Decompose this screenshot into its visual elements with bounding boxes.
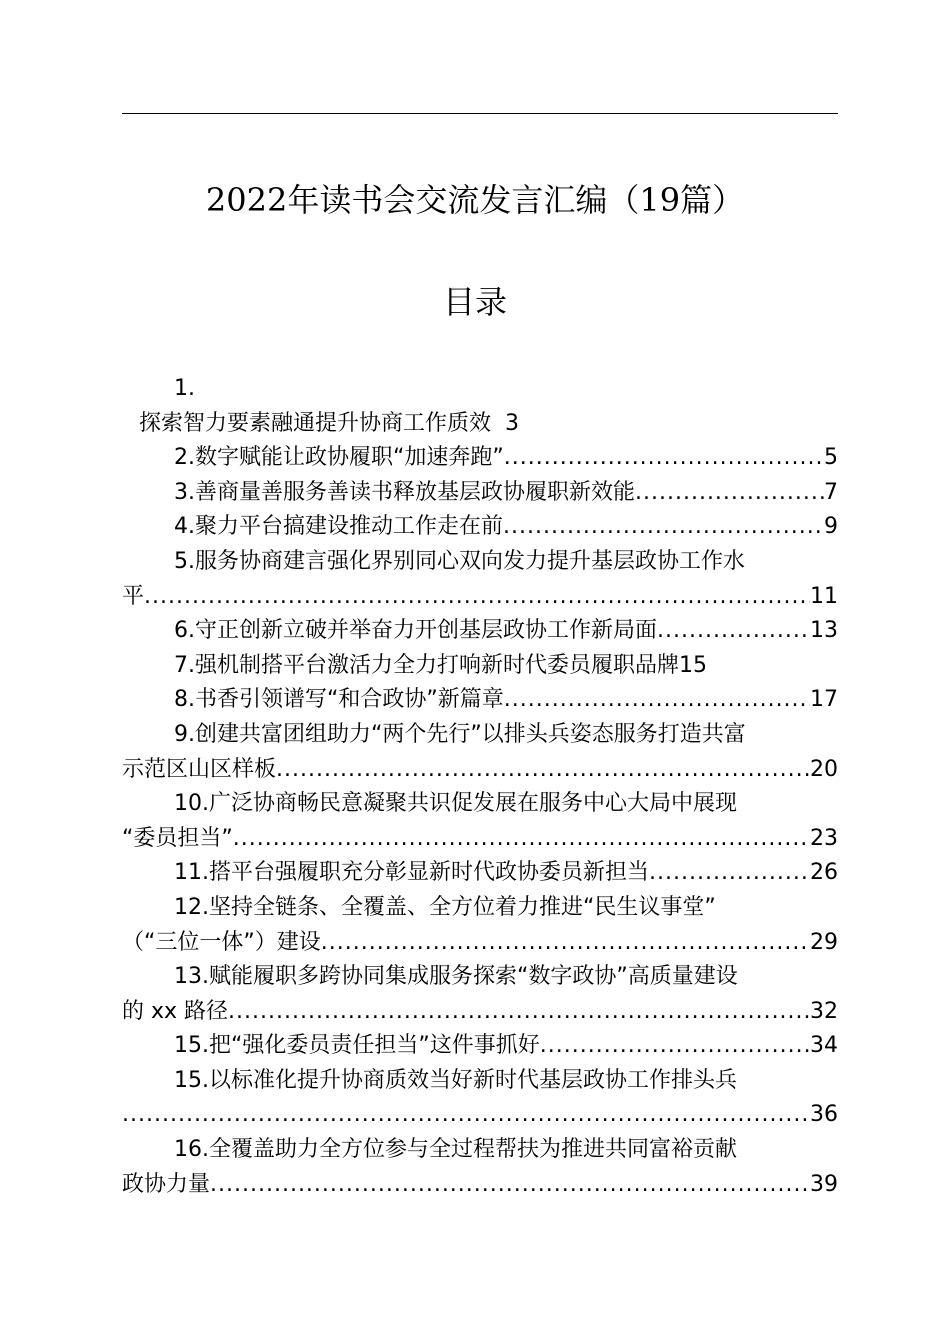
toc-entry-page: 26 [810, 860, 838, 886]
toc-entry-page: 7 [824, 479, 838, 505]
toc-entry-3[interactable] [122, 476, 838, 511]
toc-leader-dots [635, 476, 824, 511]
toc-leader-dots [233, 822, 810, 857]
toc-leader-dots [504, 683, 810, 718]
toc-leader-dots [210, 1168, 810, 1203]
toc-entry-text: 的 xx 路径 [122, 998, 229, 1024]
toc-entry-text: “委员担当” [122, 825, 233, 851]
toc-entry-text: 15.把“强化委员责任担当”这件事抓好 [174, 1033, 540, 1059]
toc-leader-dots [540, 1029, 810, 1064]
toc-entry-13-line-1[interactable] [122, 960, 838, 995]
toc-entry-page: 5 [824, 445, 838, 471]
toc-entry-page: 20 [810, 756, 838, 782]
toc-entry-text: （“三位一体”）建设 [122, 929, 321, 955]
toc-entry-page: 29 [810, 929, 838, 955]
toc-entry-text: 12.坚持全链条、全覆盖、全方位着力推进“民生议事堂” [174, 894, 716, 920]
toc-entry-text: 7.强机制搭平台激活力全力打响新时代委员履职品牌 [174, 652, 679, 678]
toc-entry-2[interactable] [122, 441, 838, 476]
toc-entry-text: 政协力量 [122, 1171, 211, 1197]
toc-entry-9-line-2[interactable] [122, 753, 838, 788]
toc-entry-15-line-2[interactable] [122, 1098, 838, 1133]
document-title [0, 176, 950, 224]
toc-entry-14[interactable] [122, 1029, 838, 1064]
title-tail: 篇） [680, 181, 745, 219]
header-rule [122, 113, 838, 114]
title-year: 2022 [205, 181, 288, 219]
toc-entry-5-line-1[interactable] [122, 545, 838, 580]
table-of-contents [122, 372, 838, 1202]
toc-entry-text: 16.全覆盖助力全方位参与全过程帮扶为推进共同富裕贡献 [174, 1137, 737, 1163]
toc-entry-text: 15.以标准化提升协商质效当好新时代基层政协工作排头兵 [174, 1067, 737, 1093]
toc-entry-text: 10.广泛协商畅民意凝聚共识促发展在服务中心大局中展现 [174, 791, 737, 817]
toc-leader-dots [649, 856, 810, 891]
toc-entry-number: 1. [174, 376, 195, 401]
toc-entry-text: 平 [122, 583, 145, 609]
toc-leader-dots [276, 753, 810, 788]
toc-entry-10-line-2[interactable] [122, 822, 838, 857]
toc-entry-text: 5.服务协商建言强化界别同心双向发力提升基层政协工作水 [174, 548, 745, 574]
toc-entry-16-line-1[interactable] [122, 1133, 838, 1168]
toc-entry-6[interactable] [122, 614, 838, 649]
toc-entry-4[interactable] [122, 510, 838, 545]
toc-leader-dots [504, 441, 824, 476]
toc-entry-text: 8.书香引领谱写“和合政协”新篇章 [174, 687, 504, 713]
toc-entry-text: 探索智力要素融通提升协商工作质效 [139, 410, 492, 436]
toc-leader-dots [321, 926, 810, 961]
toc-entry-5-line-2[interactable] [122, 580, 838, 615]
toc-entry-page: 36 [810, 1102, 838, 1128]
toc-entry-text: 9.创建共富团组助力“两个先行”以排头兵姿态服务打造共富 [174, 721, 746, 747]
toc-entry-page: 39 [810, 1171, 838, 1197]
toc-entry-page: 23 [810, 825, 838, 851]
toc-entry-1-number-line[interactable] [122, 372, 838, 407]
toc-entry-13-line-2[interactable] [122, 995, 838, 1030]
toc-entry-12-line-2[interactable] [122, 926, 838, 961]
toc-entry-7[interactable] [122, 649, 838, 684]
toc-entry-page: 3 [505, 410, 520, 436]
toc-entry-9-line-1[interactable] [122, 718, 838, 753]
toc-entry-page: 9 [824, 514, 838, 540]
toc-entry-page: 32 [810, 998, 838, 1024]
toc-entry-text: 示范区山区样板 [122, 756, 277, 782]
toc-entry-10-line-1[interactable] [122, 787, 838, 822]
toc-entry-text: 13.赋能履职多跨协同集成服务探索“数字政协”高质量建设 [174, 964, 738, 990]
toc-leader-dots [144, 580, 810, 615]
toc-heading: 目录 [442, 283, 507, 321]
toc-entry-text: 2.数字赋能让政协履职“加速奔跑” [174, 445, 504, 471]
toc-entry-page: 34 [810, 1033, 838, 1059]
title-text: 年读书会交流发言汇编（ [287, 181, 640, 219]
toc-entry-15-line-1[interactable] [122, 1064, 838, 1099]
toc-entry-text: 3.善商量善服务善读书释放基层政协履职新效能 [174, 479, 635, 505]
title-count: 19 [639, 181, 681, 219]
toc-entry-page: 15 [679, 652, 707, 678]
toc-entry-8[interactable] [122, 683, 838, 718]
toc-entry-text: 6.守正创新立破并举奋力开创基层政协工作新局面 [174, 618, 657, 644]
toc-leader-dots [228, 995, 810, 1030]
toc-leader-dots [503, 510, 824, 545]
toc-entry-1[interactable] [122, 407, 838, 442]
toc-entry-11[interactable] [122, 856, 838, 891]
toc-entry-16-line-2[interactable] [122, 1168, 838, 1203]
toc-entry-page: 11 [810, 583, 838, 609]
toc-entry-12-line-1[interactable] [122, 891, 838, 926]
toc-entry-text: 11.搭平台强履职充分彰显新时代政协委员新担当 [174, 860, 649, 886]
toc-leader-dots [122, 1098, 810, 1133]
toc-leader-dots [657, 614, 810, 649]
toc-entry-page: 17 [810, 687, 838, 713]
toc-entry-text: 4.聚力平台搞建设推动工作走在前 [174, 514, 503, 540]
toc-entry-page: 13 [810, 618, 838, 644]
